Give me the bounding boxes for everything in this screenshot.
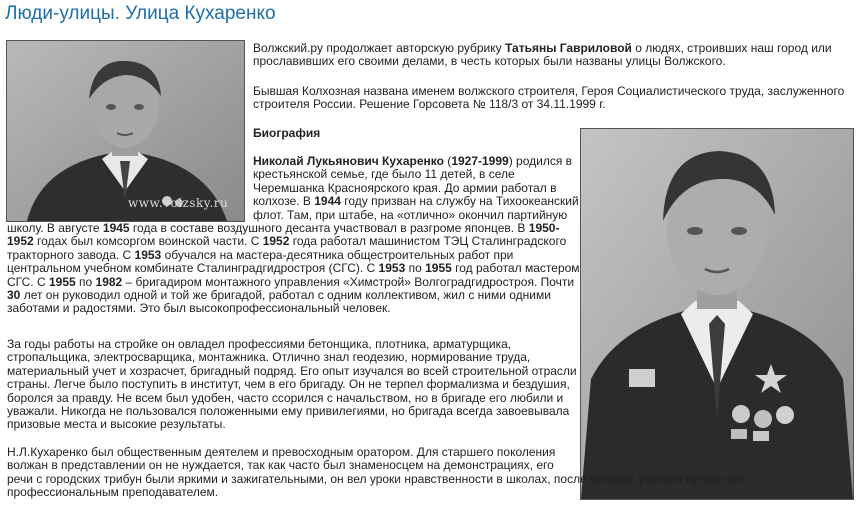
text-line <box>253 209 567 222</box>
text-line: уважали. Никогда не пользовался положенными ему привилегиями, но бригада всегда завоевывала <box>7 404 570 418</box>
text-run: центральном учебном комбинате Сталинградгидростроя (СГС). С <box>7 261 379 276</box>
intro-text-2: о людях, строивших наш город или прославивших его своими делами, в честь которых были названы улицы Волжского. <box>253 41 832 69</box>
text-run: лет он руководил одной и той же бригадой, работал с одним коллективом, жил с ними одними <box>20 288 551 302</box>
text-run: школу. В августе <box>7 221 103 235</box>
text-line: профессиональным преподавателем. <box>7 485 219 500</box>
bold-text: 1952 <box>262 234 290 249</box>
text-run: – бригадиром монтажного управления «Химстрой» Волгоградгидростроя. Почти <box>122 274 575 289</box>
text-run: по <box>405 261 426 276</box>
text-line <box>7 249 513 262</box>
text-run: крестьянской семье, где было 11 детей, в селе <box>253 167 515 182</box>
bold-text: 1927-1999 <box>451 154 509 168</box>
text-line <box>253 155 572 168</box>
bold-text: 30 <box>7 288 21 302</box>
text-line: волжан в представлении он не нуждается, так как часто был знаменосцем на демонстрациях, его <box>7 458 554 473</box>
text-run: годах был комсоргом воинской части. С <box>33 234 263 249</box>
text-run: СГС. С <box>7 274 49 289</box>
text-line: речи с городских трибун были яркими и зажигательными, он вел уроки нравственности в школах, после которых учителя путали его с <box>7 471 755 486</box>
bold-text: 1955 <box>425 261 452 276</box>
bold-text: 1955 <box>48 274 76 289</box>
text-line <box>7 289 551 302</box>
text-line: Н.Л.Кухаренко был общественным деятелем и превосходным оратором. Для старшего поколения <box>7 445 556 459</box>
text-line: стропальщика, электросварщика, монтажника. Отлично знал геодезию, нормирование труда, <box>7 350 531 365</box>
text-run: по <box>75 274 96 289</box>
text-line <box>253 182 556 195</box>
text-run: ( <box>443 154 452 168</box>
bold-text: Николай Лукьянович Кухаренко <box>253 154 444 168</box>
text-line <box>7 262 580 275</box>
text-run: год работал мастером <box>451 261 580 276</box>
text-line: материальный учет и хозрасчет, бригадный подряд. Его опыт изучался во всей строительной отрасли <box>7 363 577 378</box>
text-line <box>253 195 579 208</box>
text-run: Черемшанка Красноярского края. До армии работал в <box>253 180 557 195</box>
text-run: ) родился в <box>508 154 573 168</box>
portrait-photo-large <box>580 128 854 500</box>
text-line: За годы работы на стройке он овладел профессиями бетонщика, плотника, арматурщика, <box>7 337 512 351</box>
bold-text: 1953 <box>378 261 406 276</box>
text-line <box>253 168 515 181</box>
text-line: боролся за правду. Не всем был удобен, часто ссорился с начальством, но в бригаде его любили и <box>7 390 564 405</box>
intro-text-1: продолжает авторскую рубрику <box>322 41 505 55</box>
bold-text: 1982 <box>95 274 123 289</box>
text-line <box>7 302 391 315</box>
bold-text: 1952 <box>7 234 34 249</box>
text-run: года в составе воздушного десанта участвовал в разгроме японцев. В <box>129 221 529 235</box>
intro-paragraph <box>253 42 853 69</box>
bold-text: 1950- <box>528 221 560 235</box>
page-title: Люди-улицы. Улица Кухаренко <box>5 3 276 24</box>
bold-text: 1953 <box>134 247 162 262</box>
text-line: страны. Легче было поступить в институт, чем в его бригаду. Он не терпел формализма и бездушия, <box>7 377 570 392</box>
text-run: флот. Там, при штабе, на «отлично» окончил партийную <box>253 207 568 222</box>
text-run: колхозе. В <box>253 194 315 209</box>
bold-text: 1944 <box>314 194 341 209</box>
watermark-text: www.volzsky.ru <box>128 196 229 210</box>
text-line <box>7 276 574 289</box>
street-note-paragraph: Бывшая Колхозная названа именем волжского строителя, Героя Социалистического труда, заслуженного строителя России. Решение Горсовета № 118/3 от 34.11.1999 г. <box>253 84 845 112</box>
portrait-photo-small <box>6 40 245 222</box>
author-name: Татьяны Гавриловой <box>504 41 632 55</box>
text-run: обучался на мастера-десятника общестроительных работ при <box>161 247 514 262</box>
text-line <box>7 235 566 248</box>
biography-heading: Биография <box>253 126 321 140</box>
bold-text: 1945 <box>102 221 130 235</box>
text-run: тракторного завода. С <box>7 247 135 262</box>
text-run: году призван на службу на Тихоокеанский <box>340 194 579 209</box>
text-run: года работал машинистом ТЭЦ Сталинградского <box>289 234 567 249</box>
text-line <box>7 222 559 235</box>
text-run: заботами и радостями. Это был высокопрофессиональный человек. <box>7 301 391 316</box>
source-name: Волжский.ру <box>253 41 323 55</box>
text-line: призовые места и высокие результаты. <box>7 417 226 432</box>
